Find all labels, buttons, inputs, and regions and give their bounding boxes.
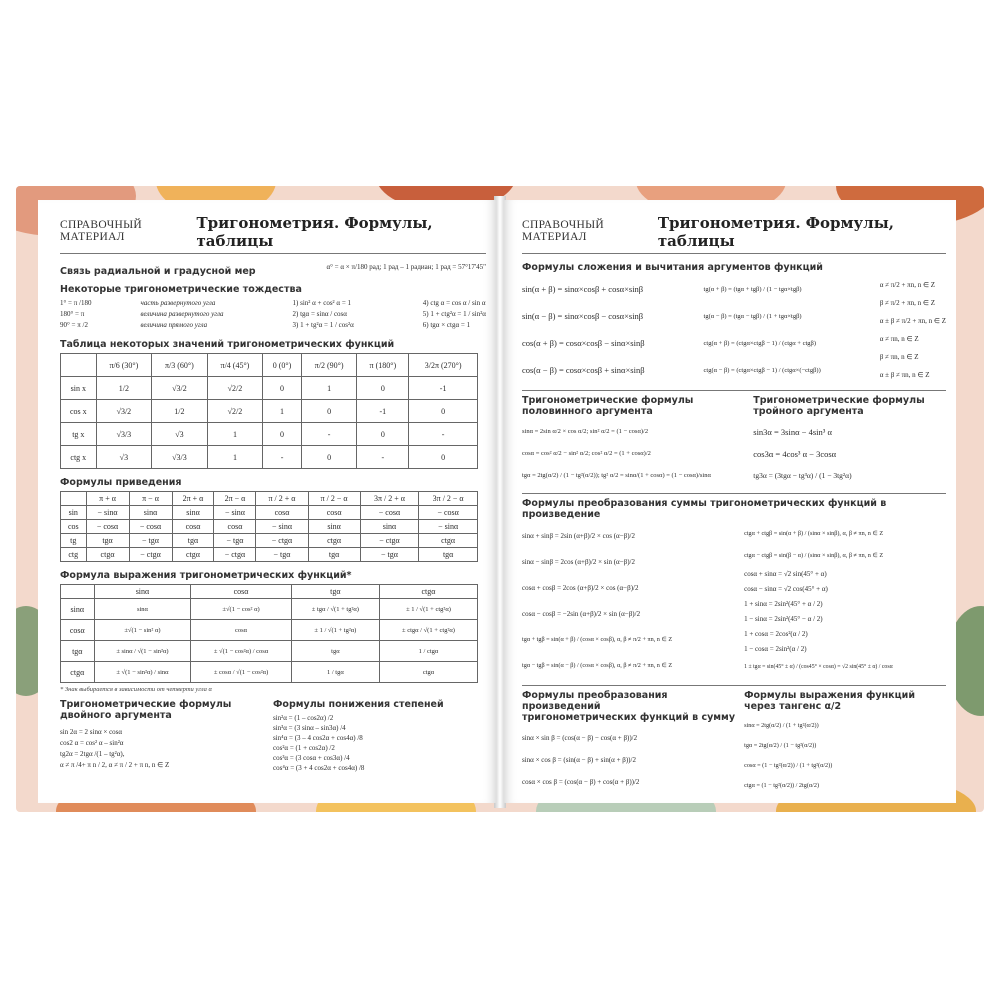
radian-heading: Связь радиальной и градусной мер (60, 266, 256, 277)
reduction-heading: Формулы приведения (60, 477, 182, 488)
table-cell: ± tgα / √(1 + tg²α) (291, 599, 379, 620)
table-row (61, 377, 478, 400)
table-cell: 1 (207, 423, 263, 446)
addition-formula: tg(α + β) = (tgα + tgβ) / (1 − tgα×tgβ) (703, 286, 802, 293)
addition-formula: ctg(α + β) = (ctgα×ctgβ − 1) / (ctgα + ctgβ) (703, 340, 816, 347)
table-cell: 0 (263, 377, 302, 400)
table-row (61, 548, 478, 562)
table-cell: − cosα (86, 520, 129, 534)
table-cell: π + α (86, 492, 129, 506)
degree-line: 180° = π (60, 310, 85, 318)
table-cell: 0 (263, 423, 302, 446)
table-cell: − ctgα (360, 534, 419, 548)
table-cell: cos x (61, 400, 97, 423)
table-row (61, 534, 478, 548)
table-cell: sin (61, 506, 87, 520)
table-cell: cos (61, 520, 87, 534)
degree-line: 1° = π /180 (60, 299, 92, 307)
power-formula: sin³α = (3 sinα – sin3α) /4 (273, 724, 346, 732)
page-title: Тригонометрия. Формулы, таблицы (196, 214, 433, 250)
table-cell: sinα (308, 520, 360, 534)
product-formula: sinα × sin β = (cos(α − β) − cos(α + β))/2 (522, 734, 638, 742)
table-cell: π / 2 − α (308, 492, 360, 506)
sum-formula: ctgα + ctgβ = sin(α + β) / (sinα × sinβ), α, β ≠ πn, n ∈ Z (744, 530, 884, 537)
half-heading-line2: половинного аргумента (522, 406, 653, 417)
sum-formula: 1 − cosα = 2sin²(α / 2) (744, 645, 807, 653)
table-cell: sinα (94, 599, 191, 620)
table-cell: − cosα (360, 506, 419, 520)
double-formula: cos2 α = cos² α – sin²α (60, 739, 124, 747)
table-cell: sinα (360, 520, 419, 534)
values-table-heading: Таблица некоторых значений тригонометрических функций (60, 339, 395, 350)
table-cell: ± cosα / √(1 − cos²α) (191, 662, 291, 683)
table-cell: 2π + α (172, 492, 214, 506)
half-formula: cosα = cos² α/2 − sin² α/2; cos² α/2 = (1 + cosα)/2 (522, 450, 651, 457)
product-heading: Формулы преобразования произведений (522, 690, 668, 712)
table-row (61, 662, 478, 683)
table-cell: 0 (409, 400, 478, 423)
table-cell: tgα (291, 641, 379, 662)
sum-formula: tgα − tgβ = sin(α − β) / (cosα × cosβ), α, β ≠ π/2 + πn, n ∈ Z (522, 662, 673, 669)
table-cell: 1/2 (152, 400, 208, 423)
sum-formula: cosα + sinα = √2 sin(45° + α) (744, 570, 827, 578)
triple-formula: sin3α = 3sinα − 4sin³ α (753, 427, 832, 437)
table-cell: √2/2 (207, 377, 263, 400)
triple-heading-line2: тройного аргумента (753, 406, 864, 417)
table-cell: tgα (172, 534, 214, 548)
table-cell: ctgα (379, 662, 477, 683)
table-cell: ±√(1 − cos² α) (191, 599, 291, 620)
radian-formula: α° = α × π/180 рад; 1 рад – 1 радиан; 1 рад = 57°17'45" (326, 263, 486, 271)
section-label: СПРАВОЧНЫЙ МАТЕРИАЛ (522, 219, 605, 243)
table-cell: sin x (61, 377, 97, 400)
table-cell: 0 (409, 446, 478, 469)
tan-heading: Формулы выражения функций (744, 690, 915, 701)
table-cell (61, 492, 87, 506)
table-cell: ± 1 / √(1 + tg²α) (291, 620, 379, 641)
table-cell: ctg (61, 548, 87, 562)
table-cell: sinα (61, 599, 95, 620)
table-cell: cosα (191, 620, 291, 641)
table-cell: 1 (207, 446, 263, 469)
identity: 6) tgα × ctgα = 1 (422, 321, 471, 329)
tan-formula: ctgα = (1 − tg²(α/2)) / 2tg(α/2) (744, 782, 820, 789)
table-cell: ± 1 / √(1 + ctg²α) (379, 599, 477, 620)
addition-formula: cos(α − β) = cosα×cosβ + sinα×sinβ (522, 365, 645, 375)
table-cell (61, 585, 95, 599)
values-table (60, 353, 478, 469)
table-cell: √3 (152, 423, 208, 446)
table-cell (61, 354, 97, 377)
table-cell: -1 (409, 377, 478, 400)
table-cell: 0 (357, 377, 409, 400)
addition-formula: sin(α + β) = sinα×cosβ + cosα×sinβ (522, 284, 644, 294)
table-cell: ± √(1 − cos²α) / cosα (191, 641, 291, 662)
table-cell: ctg x (61, 446, 97, 469)
degree-line: 90° = π /2 (60, 321, 88, 329)
table-cell: 0 (0°) (263, 354, 302, 377)
table-cell: 1/2 (96, 377, 152, 400)
table-cell: ctgα (61, 662, 95, 683)
section-divider (522, 685, 946, 686)
left-page (38, 200, 496, 803)
table-cell: − tgα (214, 534, 256, 548)
degree-note: величина прямого угла (140, 321, 208, 329)
table-cell: ctgα (379, 585, 477, 599)
table-row (61, 506, 478, 520)
table-cell: 3π / 2 + α (360, 492, 419, 506)
table-cell: π/3 (60°) (152, 354, 208, 377)
addition-condition: α ≠ πn, n ∈ Z (879, 335, 919, 343)
table-cell: tg x (61, 423, 97, 446)
double-formula: tg2α = 2tgα /(1 – tg²α), (60, 750, 125, 758)
table-cell: ctgα (86, 548, 129, 562)
sum-formula: 1 + cosα = 2cos²(α / 2) (744, 630, 808, 638)
identity: 2) tgα = sinα / cosα (292, 310, 347, 318)
table-cell: cosα (214, 520, 256, 534)
table-cell: π/2 (90°) (301, 354, 357, 377)
addition-condition: β ≠ π/2 + πn, n ∈ Z (879, 299, 935, 307)
table-cell: − sinα (419, 520, 478, 534)
addition-formula: tg(α − β) = (tgα − tgβ) / (1 + tgα×tgβ) (703, 313, 802, 320)
table-cell: 1 (263, 400, 302, 423)
double-heading-line2: двойного аргумента (60, 710, 172, 721)
degree-note: часть развернутого угла (140, 299, 216, 307)
product-heading-line2: тригонометрических функций в сумму (522, 712, 736, 723)
table-cell: tgα (308, 548, 360, 562)
table-cell: − sinα (214, 506, 256, 520)
table-cell: √3/3 (152, 446, 208, 469)
table-cell: − ctgα (214, 548, 256, 562)
expression-heading: Формула выражения тригонометрических функций* (60, 570, 352, 581)
sum-formula: sinα − sinβ = 2cos (α+β)/2 × sin (α−β)/2 (522, 558, 635, 566)
addition-condition: β ≠ πn, n ∈ Z (879, 353, 919, 361)
table-cell: ctgα (308, 534, 360, 548)
power-formula: sin²α = (1 – cos2α) /2 (273, 714, 334, 722)
table-cell: sinα (129, 506, 172, 520)
reduction-table (60, 491, 478, 562)
table-cell: 1 / tgα (291, 662, 379, 683)
table-cell: − tgα (129, 534, 172, 548)
table-cell: cosα (172, 520, 214, 534)
table-cell: ± sinα / √(1 − sin²α) (94, 641, 191, 662)
triple-formula: cos3α = 4cos³ α − 3cosα (753, 449, 837, 459)
table-cell: tgα (86, 534, 129, 548)
table-header-row (61, 354, 478, 377)
tan-formula: tgα = 2tg(α/2) / (1 − tg²(α/2)) (744, 742, 817, 749)
table-cell: - (301, 423, 357, 446)
triple-formula: tg3α = (3tgα − tg³α) / (1 − 3tg²α) (753, 471, 852, 480)
identities-heading: Некоторые тригонометрические тождества (60, 284, 302, 295)
table-cell: 3/2π (270°) (409, 354, 478, 377)
table-cell: ± √(1 − sin²α) / sinα (94, 662, 191, 683)
table-cell: − sinα (256, 520, 308, 534)
table-cell: ±√(1 − sin² α) (94, 620, 191, 641)
table-cell: √3/2 (152, 377, 208, 400)
section-divider (522, 493, 946, 494)
right-page (504, 200, 956, 803)
table-cell: π/6 (30°) (96, 354, 152, 377)
power-formula: cos²α = (1 + cos2α) /2 (273, 744, 335, 752)
half-heading: Тригонометрические формулы (522, 395, 694, 406)
table-cell: − tgα (360, 548, 419, 562)
expression-table (60, 584, 478, 683)
double-heading: Тригонометрические формулы (60, 699, 232, 710)
table-cell: 0 (301, 400, 357, 423)
table-cell: 2π − α (214, 492, 256, 506)
table-row (61, 446, 478, 469)
sign-footnote: * Знак выбирается в зависимости от четверти угла α (60, 686, 212, 693)
addition-formula: cos(α + β) = cosα×cosβ − sinα×sinβ (522, 338, 645, 348)
table-cell: π/4 (45°) (207, 354, 263, 377)
table-cell: ctgα (419, 534, 478, 548)
table-cell: π − α (129, 492, 172, 506)
power-heading: Формулы понижения степеней (273, 699, 444, 710)
sum-formula: 1 + sinα = 2sin²(45° + α / 2) (744, 600, 823, 608)
sum-formula: 1 − sinα = 2sin²(45° − α / 2) (744, 615, 823, 623)
tan-formula: sinα = 2tg(α/2) / (1 + tg²(α/2)) (744, 722, 819, 729)
identity: 3) 1 + tg²α = 1 / cos²α (292, 321, 354, 329)
addition-condition: α ≠ π/2 + πn, n ∈ Z (879, 281, 936, 289)
table-cell: − cosα (129, 520, 172, 534)
table-cell: √2/2 (207, 400, 263, 423)
table-cell: ± ctgα / √(1 + ctg²α) (379, 620, 477, 641)
table-cell: -1 (357, 400, 409, 423)
table-cell: - (357, 446, 409, 469)
product-formula: cosα × cos β = (cos(α − β) + cos(α + β))/2 (522, 778, 640, 786)
section-label: СПРАВОЧНЫЙ МАТЕРИАЛ (60, 219, 143, 243)
section-divider (522, 390, 946, 391)
addition-condition: α ± β ≠ πn, n ∈ Z (879, 371, 930, 379)
table-cell: π / 2 + α (256, 492, 308, 506)
identity: 1) sin² α + cos² α = 1 (292, 299, 352, 307)
sum-formula: 1 ± tgα = sin(45° ± α) / (cos45° × cosα) = √2 sin(45° ± α) / cosα (744, 664, 893, 670)
table-cell: tgα (61, 641, 95, 662)
table-header-row (61, 492, 478, 506)
table-cell: - (263, 446, 302, 469)
table-cell: 3π / 2 − α (419, 492, 478, 506)
table-cell: − sinα (86, 506, 129, 520)
table-cell: √3/2 (96, 400, 152, 423)
tan-formula: cosα = (1 − tg²(α/2)) / (1 + tg²(α/2)) (744, 762, 833, 769)
table-cell: ctgα (172, 548, 214, 562)
table-cell: tgα (419, 548, 478, 562)
double-formula: sin 2α = 2 sinα × cosα (60, 728, 123, 736)
table-cell: tg (61, 534, 87, 548)
table-cell: tgα (291, 585, 379, 599)
table-cell: √3 (96, 446, 152, 469)
table-header-row (61, 585, 478, 599)
addition-formula: sin(α − β) = sinα×cosβ − cosα×sinβ (522, 311, 644, 321)
table-cell: 0 (301, 446, 357, 469)
table-cell: 1 / ctgα (379, 641, 477, 662)
degree-note: величина развернутого угла (140, 310, 224, 318)
sum-formula: ctgα − ctgβ = sin(β − α) / (sinα × sinβ), α, β ≠ πn, n ∈ Z (744, 552, 884, 559)
addition-formula: ctg(α − β) = (ctgα×ctgβ − 1) / (ctgα×(−ctgβ)) (703, 367, 821, 374)
half-formula: tgα = 2tg(α/2) / (1 − tg²(α/2)); tg² α/2 = sinα/(1 + cosα) = (1 − cosα)/sinα (522, 472, 711, 479)
table-cell: − ctgα (256, 534, 308, 548)
table-cell: √3/3 (96, 423, 152, 446)
table-cell: sinα (172, 506, 214, 520)
table-row (61, 641, 478, 662)
page-header (60, 214, 486, 254)
double-formula: α ≠ π /4+ π n / 2, α ≠ π / 2 + π n, n ∈ Z (60, 761, 170, 769)
power-formula: sin⁴α = (3 – 4 cos2α + cos4α) /8 (273, 734, 363, 742)
power-formula: cos⁴α = (3 + 4 cos2α + cos4α) /8 (273, 764, 365, 772)
addition-condition: α ± β ≠ π/2 + πn, n ∈ Z (879, 317, 946, 325)
identity: 4) ctg α = cos α / sin α (422, 299, 486, 307)
table-row (61, 423, 478, 446)
identity: 5) 1 + ctg²α = 1 / sin²α (422, 310, 486, 318)
triple-heading: Тригонометрические формулы (753, 395, 925, 406)
sum-formula: cosα + cosβ = 2cos (α+β)/2 × cos (α−β)/2 (522, 584, 639, 592)
tan-heading-line2: через тангенс α/2 (744, 701, 842, 712)
table-row (61, 520, 478, 534)
table-row (61, 599, 478, 620)
table-cell: 1 (301, 377, 357, 400)
sum-formula: cosα − cosβ = −2sin (α+β)/2 × sin (α−β)/2 (522, 610, 641, 618)
table-cell: π (180°) (357, 354, 409, 377)
table-cell: cosα (308, 506, 360, 520)
table-cell: - (409, 423, 478, 446)
sum-formula: tgα + tgβ = sin(α + β) / (cosα × cosβ), α, β ≠ π/2 + πn, n ∈ Z (522, 636, 673, 643)
addition-heading: Формулы сложения и вычитания аргументов функций (522, 262, 823, 273)
table-row (61, 400, 478, 423)
sum-formula: cosα − sinα = √2 cos(45° + α) (744, 585, 828, 593)
table-cell: − ctgα (129, 548, 172, 562)
table-cell: cosα (61, 620, 95, 641)
half-formula: sinα = 2sin α/2 × cos α/2; sin² α/2 = (1 − cosα)/2 (522, 428, 649, 435)
product-formula: sinα × cos β = (sin(α − β) + sin(α + β))/2 (522, 756, 636, 764)
sum-heading: Формулы преобразования суммы тригонометрических функций в произведение (522, 498, 887, 520)
page-header (522, 214, 946, 254)
table-cell: cosα (191, 585, 291, 599)
sum-formula: sinα + sinβ = 2sin (α+β)/2 × cos (α−β)/2 (522, 532, 635, 540)
table-cell: 0 (357, 423, 409, 446)
table-cell: cosα (256, 506, 308, 520)
table-row (61, 620, 478, 641)
table-cell: − tgα (256, 548, 308, 562)
table-cell: sinα (94, 585, 191, 599)
power-formula: cos³α = (3 cosα + cos3α) /4 (273, 754, 350, 762)
table-cell: − cosα (419, 506, 478, 520)
page-title: Тригонометрия. Формулы, таблицы (657, 214, 894, 250)
